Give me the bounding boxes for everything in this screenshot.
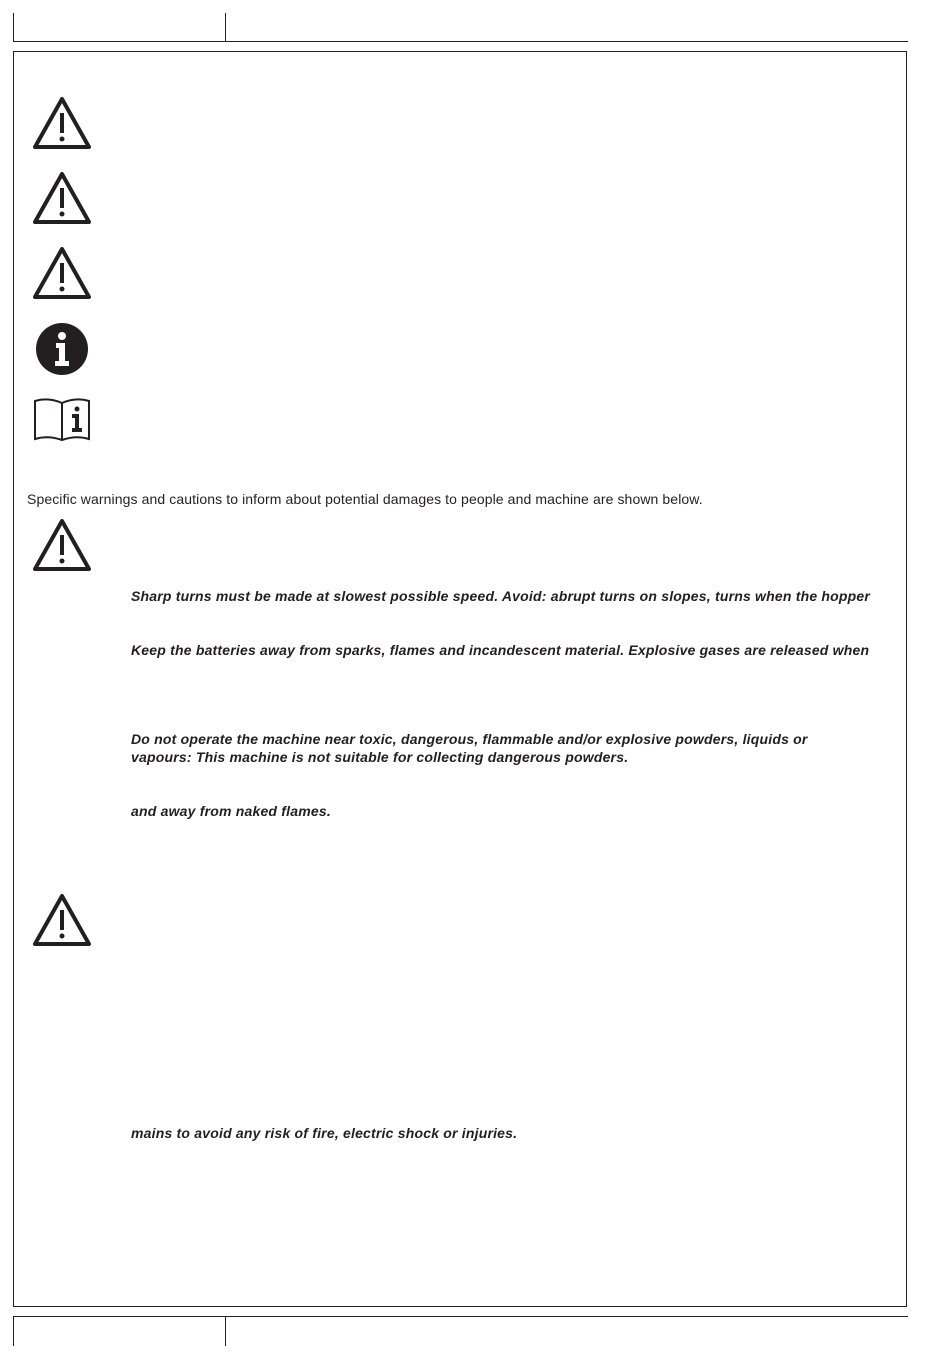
- footer-column-divider: [225, 1316, 226, 1346]
- warning-triangle-icon: [32, 892, 92, 948]
- warning-triangle-icon: [32, 517, 92, 573]
- information-circle-icon: [32, 321, 92, 377]
- footer-bottom-left-divider: [13, 1316, 14, 1346]
- warning-triangle-icon: [32, 245, 92, 301]
- header-rule: [13, 41, 908, 42]
- warning-text: and away from naked flames.: [131, 803, 331, 819]
- warning-text: Do not operate the machine near toxic, dangerous, flammable and/or explosive powders, liquids or vapours: This machine is not suitable for collecting dangerous powders.: [131, 731, 808, 765]
- warning-text: Keep the batteries away from sparks, flames and incandescent material. Explosive gases are released when: [131, 642, 870, 658]
- warning-triangle-icon: [32, 95, 92, 151]
- warning-triangle-icon: [32, 170, 92, 226]
- footer-rule: [13, 1316, 908, 1317]
- header-column-divider: [225, 13, 226, 41]
- header-top-left-divider: [13, 13, 14, 41]
- warning-text: mains to avoid any risk of fire, electric shock or injuries.: [131, 1125, 518, 1141]
- content-frame: [13, 51, 907, 1307]
- read-manual-icon: [32, 395, 92, 443]
- warning-text: Sharp turns must be made at slowest possible speed. Avoid: abrupt turns on slopes, turns when the hopper: [131, 588, 871, 604]
- intro-text: Specific warnings and cautions to inform about potential damages to people and machine are shown below.: [27, 491, 703, 507]
